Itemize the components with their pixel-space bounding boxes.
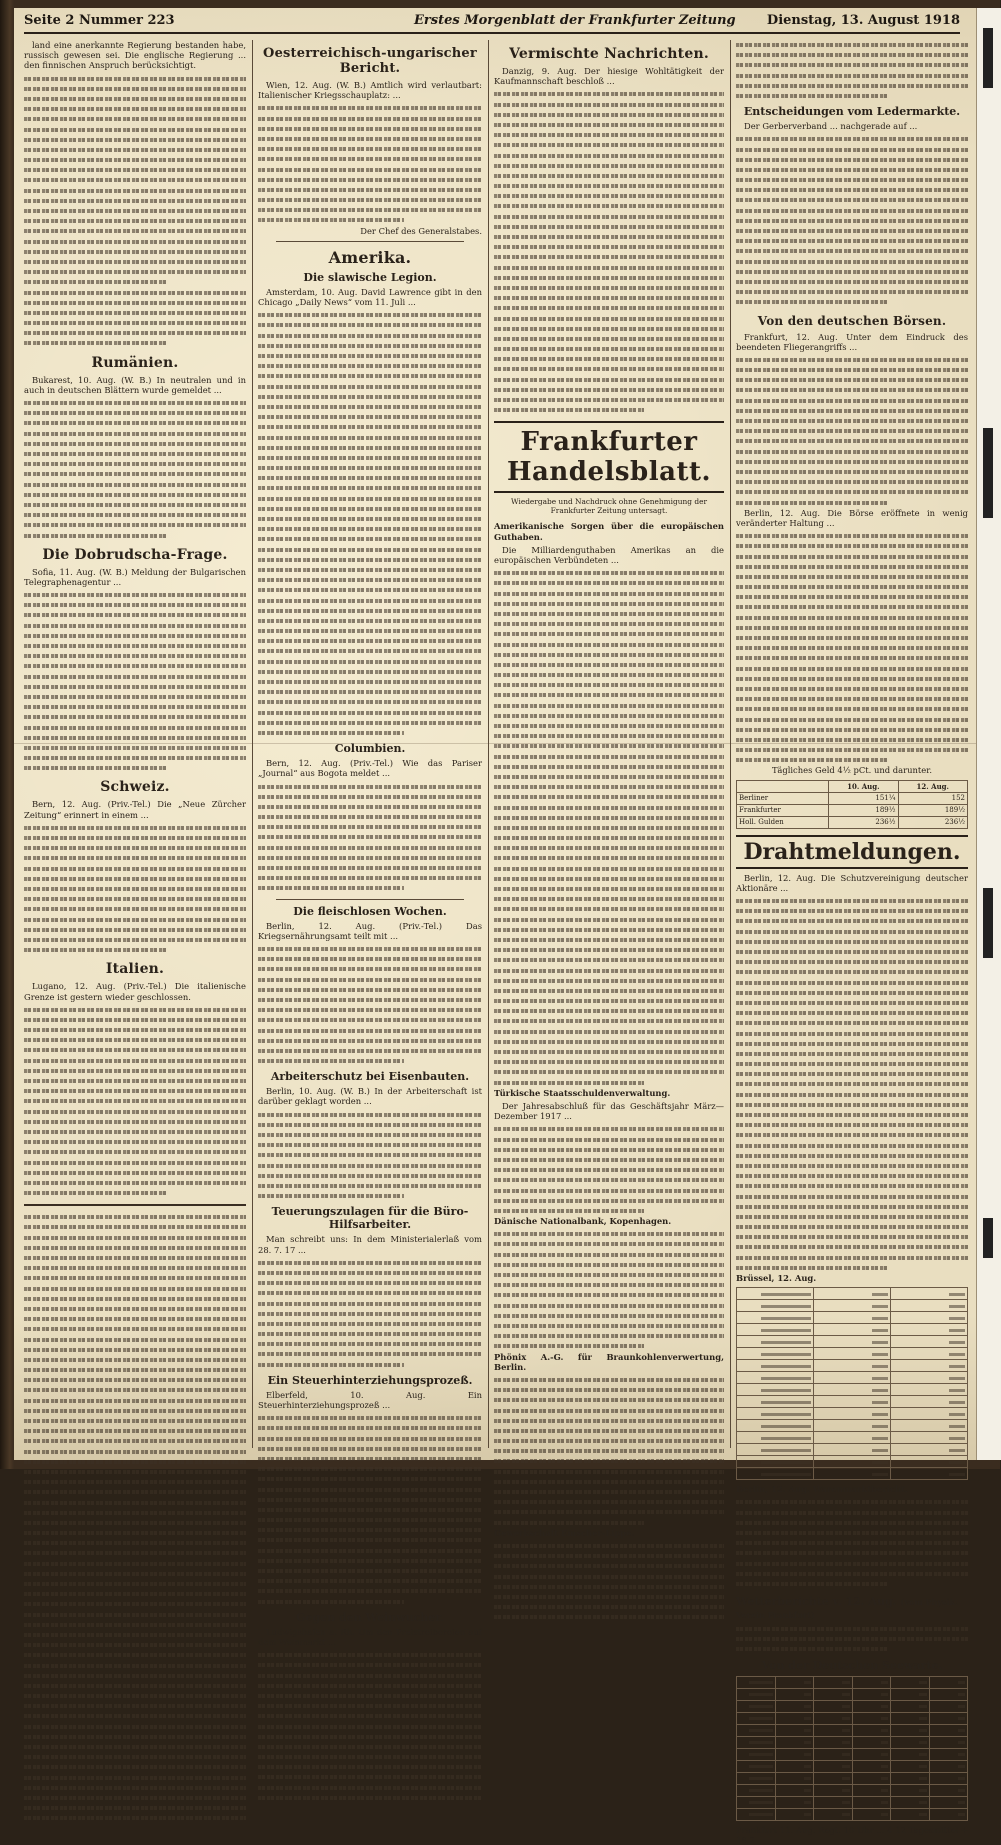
table-cell xyxy=(775,1808,814,1820)
section-heading: Vermischte Nachrichten. xyxy=(509,46,709,62)
table-cell xyxy=(929,1808,968,1820)
table-cell xyxy=(814,1360,891,1372)
table-row xyxy=(737,1300,968,1312)
table-cell xyxy=(814,1312,891,1324)
table-cell xyxy=(814,1712,853,1724)
table-cell xyxy=(814,1384,891,1396)
table-cell xyxy=(891,1468,968,1480)
column-4 xyxy=(736,40,968,1845)
handelsblatt-masthead: Frankfurter Handelsblatt. xyxy=(494,421,724,493)
table-row xyxy=(737,1688,968,1700)
table-cell xyxy=(737,1300,814,1312)
table-row: Berliner 151¼ 152 xyxy=(737,792,968,804)
table-cell xyxy=(891,1760,930,1772)
article-text: Die Milliardenguthaben Amerikas an die europäischen Verbündeten ... xyxy=(494,544,724,566)
article-text: Berlin, 10. Aug. (W. B.) In der Arbeiterschaft ist darüber geklagt worden ... xyxy=(258,1086,482,1107)
table-cell xyxy=(737,1784,776,1796)
table-cell xyxy=(891,1676,930,1688)
table-row: Frankfurter 189½ 189½ xyxy=(737,804,968,816)
table-cell xyxy=(814,1336,891,1348)
table-cell xyxy=(814,1772,853,1784)
table-cell xyxy=(891,1384,968,1396)
column-rule xyxy=(252,40,253,1448)
article-text: Lugano, 12. Aug. (Priv.-Tel.) Die italienische Grenze ist gestern wieder geschlossen. xyxy=(24,981,246,1002)
article-heading: Columbien. xyxy=(334,742,406,756)
table-cell xyxy=(737,1348,814,1360)
table-cell xyxy=(891,1408,968,1420)
table-cell xyxy=(891,1444,968,1456)
table-row xyxy=(737,1456,968,1468)
article-heading: Gegen den Weinwucher. xyxy=(296,1610,444,1624)
article-text: Bukarest, 10. Aug. (W. B.) In neutralen und in auch in deutschen Blättern wurde gemeldet ... xyxy=(24,374,246,395)
table-cell xyxy=(814,1724,853,1736)
table-cell xyxy=(814,1432,891,1444)
table-row xyxy=(737,1336,968,1348)
table-row xyxy=(737,1324,968,1336)
section-heading: Rumänien. xyxy=(91,354,179,371)
column-1 xyxy=(24,40,246,1450)
table-cell xyxy=(814,1676,853,1688)
article-text: Berlin, 12. Aug. Die Schutzvereinigung deutscher Aktionäre ... xyxy=(736,872,968,893)
table-cell xyxy=(814,1348,891,1360)
article-heading: Berlin, 12. Aug. Warenmarktbericht. xyxy=(736,1484,908,1495)
issue-date: Dienstag, 13. August 1918 xyxy=(766,13,960,28)
table-header xyxy=(737,780,829,792)
column-3 xyxy=(494,40,724,1538)
article-text: Elberfeld, 10. Aug. Ein Steuerhinterziehungsprozeß ... xyxy=(258,1389,482,1411)
table-cell xyxy=(737,1748,776,1760)
newspaper-title: Erstes Morgenblatt der Frankfurter Zeitung xyxy=(414,13,736,28)
table-cell xyxy=(737,1336,814,1348)
table-cell xyxy=(775,1748,814,1760)
book-binding-edge xyxy=(0,0,14,1469)
table-cell xyxy=(814,1748,853,1760)
table-cell xyxy=(814,1288,891,1300)
article-heading: Dänische Nationalbank, Kopenhagen. xyxy=(494,1216,672,1227)
table-cell xyxy=(891,1372,968,1384)
table-cell xyxy=(852,1676,891,1688)
table-cell xyxy=(814,1372,891,1384)
article-heading: Ein Steuerhinterziehungsprozeß. xyxy=(267,1373,473,1387)
table-cell xyxy=(929,1700,968,1712)
table-row xyxy=(737,1748,968,1760)
weather-table xyxy=(736,1676,968,1821)
table-cell xyxy=(891,1796,930,1808)
table-cell xyxy=(891,1396,968,1408)
table-row xyxy=(737,1408,968,1420)
page-number: Seite 2 Nummer 223 xyxy=(24,13,175,28)
weather-footer-note: Frankfurt 11. Aug. Regt. 10 Uhr ... 4 12 Tagesmittel + 18,2 xyxy=(736,1824,968,1845)
article-text: Ludwigshafen a. Rh. Um den Preistreibereien auf dem Weinmarkt ... xyxy=(258,1626,482,1647)
table-cell xyxy=(737,1384,814,1396)
masthead-notice: Wiedergabe und Nachdruck ohne Genehmigung der Frankfurter Zeitung untersagt. xyxy=(511,497,707,516)
table-cell xyxy=(891,1312,968,1324)
section-heading: Von den deutschen Börsen. xyxy=(757,313,947,328)
article-text: Der Gerberverband ... nachgerade auf ... xyxy=(744,121,918,132)
table-cell xyxy=(737,1312,814,1324)
exchange-rate-table xyxy=(736,780,968,829)
column-2 xyxy=(258,40,482,1647)
table-cell xyxy=(775,1760,814,1772)
table-cell xyxy=(891,1420,968,1432)
table-cell xyxy=(737,1676,776,1688)
table-cell xyxy=(891,1348,968,1360)
table-cell xyxy=(929,1712,968,1724)
table-cell xyxy=(929,1784,968,1796)
section-heading: Oesterreichisch-ungarischer Bericht. xyxy=(263,46,477,76)
table-cell xyxy=(929,1676,968,1688)
table-row xyxy=(737,1288,968,1300)
adjacent-page-mark xyxy=(983,888,993,958)
table-cell xyxy=(737,1760,776,1772)
adjacent-page-strip xyxy=(976,8,1001,1460)
article-heading: Phönix A.-G. für Braunkohlenverwertung, Berlin. xyxy=(494,1351,724,1372)
table-cell xyxy=(891,1360,968,1372)
table-cell xyxy=(737,1324,814,1336)
table-cell xyxy=(737,1688,776,1700)
table-cell xyxy=(737,1700,776,1712)
table-cell xyxy=(775,1688,814,1700)
table-row xyxy=(737,1784,968,1796)
table-cell xyxy=(852,1736,891,1748)
table-cell xyxy=(775,1772,814,1784)
table-cell xyxy=(737,1724,776,1736)
table-cell xyxy=(814,1444,891,1456)
weather-heading: Wetterberichte v. 12. Aug. (vom Physik. Verein Frankfurt) xyxy=(736,1595,958,1621)
table-cell xyxy=(891,1808,930,1820)
table-row xyxy=(737,1420,968,1432)
table-cell xyxy=(775,1724,814,1736)
table-cell xyxy=(814,1468,891,1480)
article-heading: Entscheidungen vom Ledermarkte. xyxy=(743,105,961,119)
table-cell xyxy=(737,1360,814,1372)
table-cell xyxy=(852,1688,891,1700)
table-cell xyxy=(929,1688,968,1700)
bank-balance-table xyxy=(736,1287,968,1480)
table-cell xyxy=(891,1688,930,1700)
table-cell xyxy=(929,1796,968,1808)
table-cell xyxy=(775,1736,814,1748)
table-cell xyxy=(775,1700,814,1712)
table-cell xyxy=(737,1468,814,1480)
table-row xyxy=(737,1444,968,1456)
table-row xyxy=(737,1396,968,1408)
table-cell xyxy=(737,1432,814,1444)
table-cell xyxy=(814,1688,853,1700)
table-cell xyxy=(891,1772,930,1784)
table-cell xyxy=(737,1456,814,1468)
table-cell xyxy=(814,1324,891,1336)
table-row xyxy=(737,1736,968,1748)
table-cell xyxy=(737,1444,814,1456)
article-text: Bern, 12. Aug. (Priv.-Tel.) Die „Neue Zürcher Zeitung“ erinnert in einem ... xyxy=(24,799,246,820)
column-rule xyxy=(730,40,731,1448)
table-cell xyxy=(929,1736,968,1748)
table-cell xyxy=(852,1808,891,1820)
table-cell xyxy=(814,1456,891,1468)
table-cell xyxy=(929,1772,968,1784)
table-cell xyxy=(891,1712,930,1724)
table-cell xyxy=(737,1420,814,1432)
table-cell xyxy=(852,1712,891,1724)
table-cell xyxy=(737,1736,776,1748)
table-cell xyxy=(814,1760,853,1772)
table-row xyxy=(737,1760,968,1772)
table-cell xyxy=(891,1456,968,1468)
article-text: Der Jahresabschluß für das Geschäftsjahr März—Dezember 1917 ... xyxy=(494,1100,724,1122)
article-text: Frankfurt, 12. Aug. Unter dem Eindruck des beendeten Fliegerangriffs ... xyxy=(736,331,968,352)
table-cell xyxy=(737,1372,814,1384)
adjacent-page-mark xyxy=(983,428,993,518)
table-cell xyxy=(852,1784,891,1796)
table-cell xyxy=(814,1700,853,1712)
article-text: Amsterdam, 10. Aug. David Lawrence gibt in den Chicago „Daily News“ vom 11. Juli ... xyxy=(258,286,482,308)
article-text: Danzig, 9. Aug. Der hiesige Wohltätigkeit der Kaufmannschaft beschloß ... xyxy=(494,66,724,87)
article-heading: Amerikanische Sorgen über die europäischen Guthaben. xyxy=(494,521,724,542)
newspaper-page xyxy=(14,8,976,1845)
article-text: Berlin, 12. Aug. (Priv.-Tel.) Das Kriegsernährungsamt teilt mit ... xyxy=(258,920,482,941)
table-row xyxy=(737,1772,968,1784)
table-cell xyxy=(737,1796,776,1808)
section-heading: Italien. xyxy=(105,961,165,978)
article-heading: Brüssel, 12. Aug. xyxy=(736,1273,817,1283)
table-cell xyxy=(814,1408,891,1420)
table-cell xyxy=(814,1784,853,1796)
table-cell xyxy=(814,1736,853,1748)
table-cell xyxy=(814,1420,891,1432)
article-text: land eine anerkannte Regierung bestanden habe, russisch gewesen sei. Die englische Regierung ... den finnischen Anspruch berücksichtigt. xyxy=(24,40,246,71)
table-cell xyxy=(891,1336,968,1348)
report-signature: Der Chef des Generalstabes. xyxy=(360,225,482,236)
table-header: 12. Aug. xyxy=(898,780,967,792)
adjacent-page-mark xyxy=(983,28,993,88)
table-row xyxy=(737,1700,968,1712)
table-cell xyxy=(852,1700,891,1712)
table-row xyxy=(737,1348,968,1360)
table-row xyxy=(737,1384,968,1396)
table-cell xyxy=(775,1712,814,1724)
section-heading: Amerika. xyxy=(328,247,412,267)
article-heading: Arbeiterschutz bei Eisenbauten. xyxy=(270,1070,470,1084)
column-rule xyxy=(488,40,489,1448)
table-row xyxy=(737,1372,968,1384)
table-cell xyxy=(891,1748,930,1760)
table-row xyxy=(737,1808,968,1820)
table-row xyxy=(737,1712,968,1724)
table-cell xyxy=(737,1772,776,1784)
table-cell xyxy=(852,1772,891,1784)
table-cell xyxy=(852,1748,891,1760)
table-row xyxy=(737,1468,968,1480)
table-cell xyxy=(737,1712,776,1724)
table-cell xyxy=(737,1808,776,1820)
table-cell xyxy=(775,1784,814,1796)
weather-source: Von der Deutschen Seewarte. xyxy=(761,1658,943,1672)
article-text: Wien, 12. Aug. (W. B.) Amtlich wird verlautbart: Italienischer Kriegsschauplatz: ... xyxy=(258,80,482,101)
adjacent-page-mark xyxy=(983,1218,993,1258)
table-cell xyxy=(891,1784,930,1796)
table-row xyxy=(737,1360,968,1372)
table-cell xyxy=(775,1796,814,1808)
page-header xyxy=(24,10,960,34)
table-header: 10. Aug. xyxy=(829,780,898,792)
table-row xyxy=(737,1724,968,1736)
table-row xyxy=(737,1432,968,1444)
call-money-note: Tägliches Geld 4½ pCt. und darunter. xyxy=(772,765,932,776)
table-cell xyxy=(814,1396,891,1408)
table-cell xyxy=(852,1796,891,1808)
table-row xyxy=(737,1676,968,1688)
article-text: Sofia, 11. Aug. (W. B.) Meldung der Bulgarischen Telegraphenagentur ... xyxy=(24,566,246,587)
table-cell xyxy=(891,1724,930,1736)
table-cell xyxy=(891,1432,968,1444)
table-cell xyxy=(891,1700,930,1712)
table-cell xyxy=(737,1396,814,1408)
table-cell xyxy=(852,1724,891,1736)
article-text: Berlin, 12. Aug. Die Börse eröffnete in wenig veränderter Haltung ... xyxy=(736,507,968,528)
table-row xyxy=(737,1796,968,1808)
article-heading: Gewerkschaft Emscher-Lippe. xyxy=(494,1527,635,1538)
table-cell xyxy=(814,1796,853,1808)
section-heading: Die Dobrudscha-Frage. xyxy=(42,546,228,563)
table-cell xyxy=(929,1724,968,1736)
article-heading: Die fleischlosen Wochen. xyxy=(293,904,447,918)
table-cell xyxy=(891,1288,968,1300)
table-row: Holl. Gulden 236½ 236½ xyxy=(737,816,968,828)
section-heading: Schweiz. xyxy=(100,779,170,796)
article-heading: Türkische Staatsschuldenverwaltung. xyxy=(494,1087,671,1098)
article-text: Man schreibt uns: In dem Ministerialerlaß vom 28. 7. 17 ... xyxy=(258,1234,482,1255)
table-cell xyxy=(814,1300,891,1312)
article-text: Bern, 12. Aug. (Priv.-Tel.) Wie das Pariser „Journal“ aus Bogota meldet ... xyxy=(258,758,482,779)
table-cell xyxy=(814,1808,853,1820)
article-heading: Die slawische Legion. xyxy=(303,270,437,284)
telegram-section-masthead: Drahtmeldungen. xyxy=(736,835,968,869)
table-cell xyxy=(891,1324,968,1336)
table-cell xyxy=(929,1748,968,1760)
article-heading: Teuerungszulagen für die Büro-Hilfsarbeiter. xyxy=(271,1205,469,1232)
table-cell xyxy=(737,1288,814,1300)
table-cell xyxy=(852,1760,891,1772)
table-cell xyxy=(891,1736,930,1748)
table-cell xyxy=(737,1408,814,1420)
table-cell xyxy=(929,1760,968,1772)
table-row xyxy=(737,1312,968,1324)
table-cell xyxy=(775,1676,814,1688)
table-cell xyxy=(891,1300,968,1312)
